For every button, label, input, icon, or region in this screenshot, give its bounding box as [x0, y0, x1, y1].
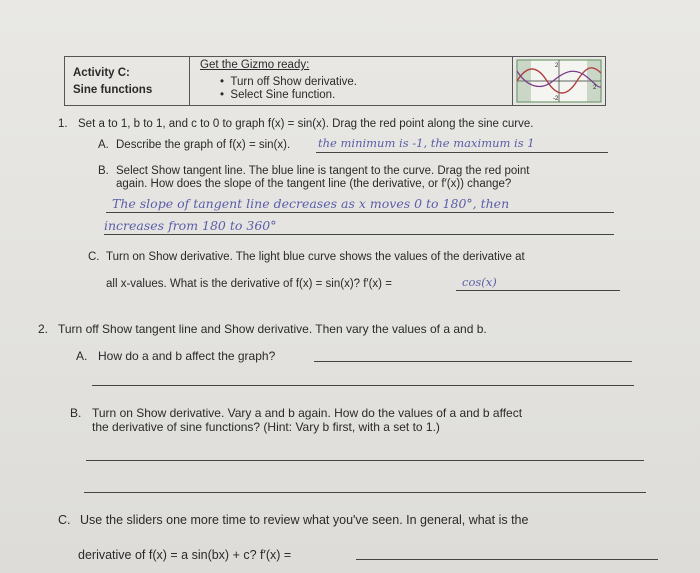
- q1b-answer-line2: increases from 180 to 360°: [104, 218, 277, 233]
- q2b-answer-line1: [86, 460, 644, 461]
- instructions-heading: Get the Gizmo ready:: [200, 59, 310, 71]
- q1-text: Set a to 1, b to 1, and c to 0 to graph f(x) = sin(x). Drag the red point along the sine curve.: [78, 118, 534, 130]
- q1a-answer: the minimum is -1, the maximum is 1: [318, 136, 535, 150]
- q1b-text-line1: Select Show tangent line. The blue line is tangent to the curve. Drag the red point: [116, 165, 530, 177]
- q1c-text-line1: Turn on Show derivative. The light blue curve shows the values of the derivative at: [106, 251, 525, 263]
- q2c-label: C.: [58, 513, 71, 527]
- q2c-text-line1: Use the sliders one more time to review what you've seen. In general, what is the: [80, 513, 529, 527]
- q2a-label: A.: [76, 349, 88, 363]
- q1a-text: Describe the graph of f(x) = sin(x).: [116, 139, 291, 151]
- activity-label: Activity C:: [73, 67, 130, 79]
- instruction-bullet-1: • Turn off Show derivative.: [220, 76, 357, 88]
- activity-table: [64, 56, 606, 106]
- q2-number: 2.: [38, 322, 49, 336]
- q1a-answer-line: [316, 152, 608, 153]
- activity-subtitle: Sine functions: [73, 84, 153, 96]
- gizmo-thumbnail: [513, 57, 605, 105]
- svg-text:-2: -2: [553, 96, 559, 102]
- q2-text: Turn off Show tangent line and Show derivative. Then vary the values of a and b.: [58, 322, 487, 336]
- q1b-answer-line1: The slope of tangent line decreases as x moves 0 to 180°, then: [112, 196, 510, 211]
- q1a-label: A.: [98, 139, 109, 151]
- q1b-answer-rule1: [106, 212, 614, 213]
- q2b-answer-line2: [84, 492, 646, 493]
- q2c-answer-line: [356, 559, 658, 560]
- q1c-text-line2: all x-values. What is the derivative of f(x) = sin(x)? f′(x) =: [106, 278, 392, 290]
- q2a-text: How do a and b affect the graph?: [98, 349, 276, 363]
- svg-text:2: 2: [555, 63, 559, 69]
- sine-graph-icon: [513, 57, 605, 105]
- q2b-label: B.: [70, 406, 82, 420]
- instructions-cell: [190, 57, 513, 105]
- q2a-answer-line: [314, 361, 632, 362]
- q2b-text-line2: the derivative of sine functions? (Hint: Vary b first, with a set to 1.): [92, 420, 440, 434]
- q1b-text-line2: again. How does the slope of the tangent line (the derivative, or f′(x)) change?: [116, 178, 512, 190]
- instruction-bullet-2: • Select Sine function.: [220, 89, 336, 101]
- q1c-label: C.: [88, 251, 100, 263]
- q1c-answer-line: [456, 290, 620, 291]
- q2a-answer-line2: [92, 385, 634, 386]
- q2c-text-line2: derivative of f(x) = a sin(bx) + c? f′(x) =: [78, 548, 292, 562]
- q1-number: 1.: [58, 118, 68, 130]
- q1b-label: B.: [98, 165, 109, 177]
- q2b-text-line1: Turn on Show derivative. Vary a and b again. How do the values of a and b affect: [92, 406, 523, 420]
- activity-label-cell: [65, 57, 190, 105]
- q1c-answer: cos(x): [462, 275, 497, 289]
- q1b-answer-rule2: [104, 234, 614, 235]
- svg-text:2: 2: [593, 85, 597, 91]
